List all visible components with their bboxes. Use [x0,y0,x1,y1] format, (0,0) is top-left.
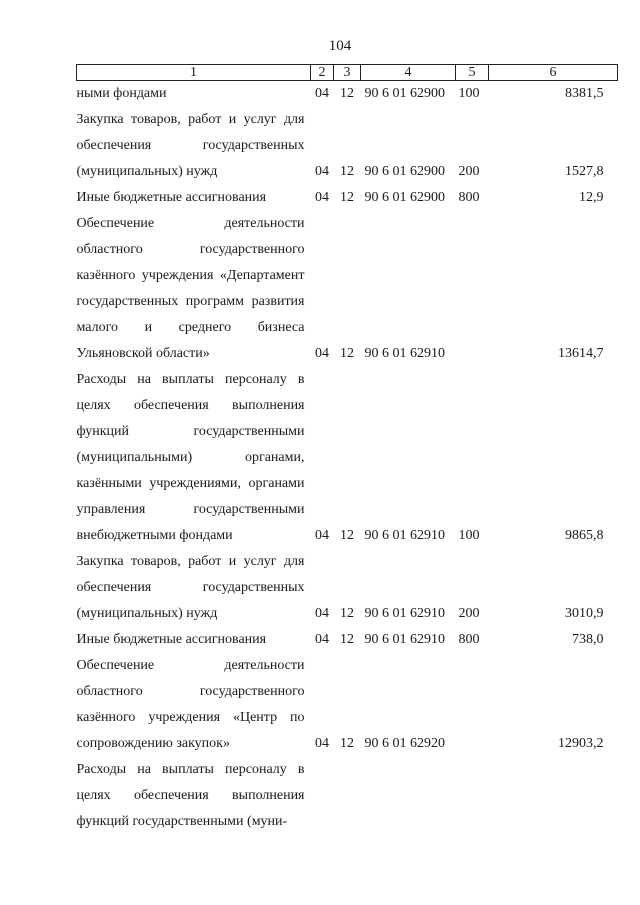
section-cell: 04 [315,190,329,205]
expense-type-cell: 200 [458,606,480,621]
expense-type-cell [456,757,489,835]
header-col-target-article: 4 [361,65,456,81]
table-row [77,367,618,549]
section-cell: 04 [315,164,329,179]
header-col-subsection: 3 [334,65,361,81]
header-col-section: 2 [311,65,334,81]
row-description: Расходы на выплаты персоналу в целях обеспечения выполнения функций государственными (муни- [76,762,305,829]
subsection-cell [334,757,361,835]
row-description: Обеспечение деятельности областного государственного казённого учреждения «Центр по сопровождению закупок» [76,658,305,751]
target-article-cell: 90 6 01 62920 [364,736,445,751]
section-cell: 04 [315,606,329,621]
target-article-cell: 90 6 01 62900 [364,164,445,179]
header-row [77,65,618,81]
expense-type-cell: 200 [458,164,480,179]
subsection-cell: 12 [340,86,354,101]
amount-cell: 8381,5 [565,86,604,101]
table-row [77,81,618,108]
table-row [77,627,618,653]
amount-cell: 1527,8 [565,164,604,179]
table-body [77,81,618,836]
table-row [77,211,618,367]
subsection-cell: 12 [340,632,354,647]
amount-cell: 3010,9 [565,606,604,621]
name-cell [77,549,311,627]
amount-cell [489,757,618,835]
section-cell: 04 [315,86,329,101]
target-article-cell: 90 6 01 62910 [364,632,445,647]
name-cell [77,367,311,549]
budget-table [76,64,618,835]
page-number: 104 [328,38,352,54]
subsection-cell: 12 [340,736,354,751]
row-description: Закупка товаров, работ и услуг для обеспечения государственных (муниципальных) нужд [76,554,305,621]
target-article-cell [361,757,456,835]
row-description: Расходы на выплаты персоналу в целях обеспечения выполнения функций государственными (муниципальными) органами, казёнными учреждениями, органами управления государственными внебюджетными фондами [76,372,305,543]
section-cell [311,757,334,835]
expense-type-cell [456,211,489,367]
expense-type-cell: 100 [458,528,480,543]
table-row [77,549,618,627]
row-description: Иные бюджетные ассигнования [76,190,267,205]
subsection-cell: 12 [340,346,354,361]
subsection-cell: 12 [340,606,354,621]
name-cell [77,627,311,653]
table-row [77,185,618,211]
expense-type-cell: 100 [458,86,480,101]
target-article-cell: 90 6 01 62910 [364,346,445,361]
header-col-name: 1 [77,65,311,81]
subsection-cell: 12 [340,164,354,179]
name-cell [77,653,311,757]
name-cell [77,757,311,835]
row-description: Обеспечение деятельности областного государственного казённого учреждения «Департамент государственных программ развития малого и среднего бизнеса Ульяновской области» [76,216,305,361]
header-col-expense-type: 5 [456,65,489,81]
target-article-cell: 90 6 01 62910 [364,528,445,543]
subsection-cell: 12 [340,528,354,543]
table-row [77,653,618,757]
name-cell [77,211,311,367]
expense-type-cell [456,653,489,757]
amount-cell: 12903,2 [558,736,604,751]
amount-cell: 13614,7 [558,346,604,361]
amount-cell: 12,9 [579,190,604,205]
amount-cell: 738,0 [572,632,604,647]
expense-type-cell: 800 [458,190,480,205]
subsection-cell: 12 [340,190,354,205]
table-row [77,757,618,835]
amount-cell: 9865,8 [565,528,604,543]
name-cell [77,185,311,211]
table-header [77,65,618,81]
section-cell: 04 [315,346,329,361]
row-description: Закупка товаров, работ и услуг для обеспечения государственных (муниципальных) нужд [76,112,305,179]
target-article-cell: 90 6 01 62900 [364,86,445,101]
section-cell: 04 [315,632,329,647]
header-col-amount: 6 [489,65,618,81]
name-cell [77,107,311,185]
table-row [77,107,618,185]
row-description: ными фондами [76,86,167,101]
name-cell [77,81,311,108]
section-cell: 04 [315,736,329,751]
section-cell: 04 [315,528,329,543]
row-description: Иные бюджетные ассигнования [76,632,267,647]
target-article-cell: 90 6 01 62900 [364,190,445,205]
target-article-cell: 90 6 01 62910 [364,606,445,621]
expense-type-cell: 800 [458,632,480,647]
